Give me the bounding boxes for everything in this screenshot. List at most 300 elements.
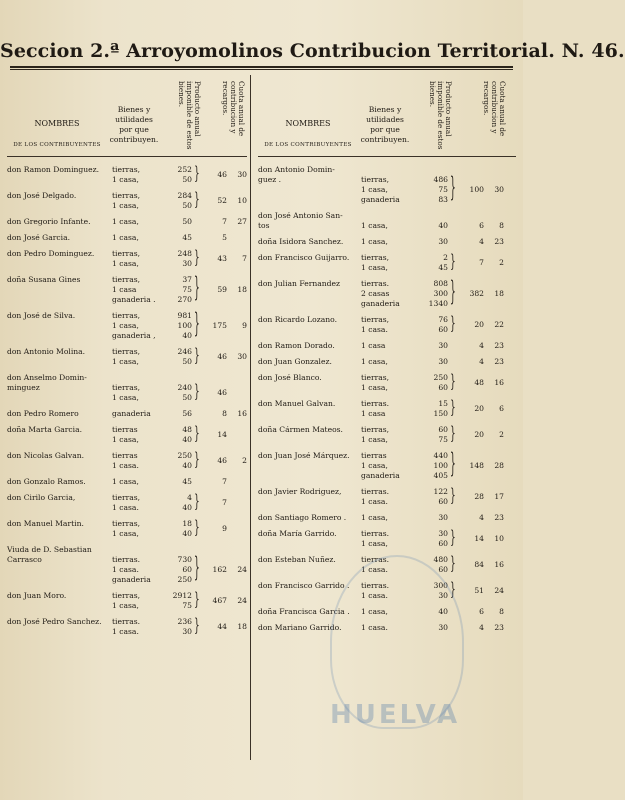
property-type: tierras.: [361, 555, 390, 564]
annual-quota: [203, 430, 247, 439]
taxpayer-name: don Julian Fernandez: [258, 279, 341, 288]
quota-pesos: 4: [479, 237, 484, 246]
quota-pesos: 44: [217, 622, 227, 631]
header-producto: Producto anual imponible de estos bienes.: [428, 81, 453, 150]
title-rule-thin: [10, 69, 513, 70]
taxpayer-entry: [258, 237, 516, 247]
header-rule: [258, 156, 516, 157]
annual-product: 250: [177, 451, 192, 460]
taxpayer-entry: [7, 591, 247, 611]
property-type: ganaderia .: [112, 295, 156, 304]
taxpayer-name: don Francisco Guijarro.: [258, 253, 350, 262]
annual-quota: [203, 565, 247, 574]
property-type: tierras.: [361, 529, 390, 538]
annual-quota: [203, 233, 247, 242]
annual-product: 50: [182, 357, 192, 366]
taxpayer-name: doña María Garrido.: [258, 529, 337, 538]
quota-pesos: 28: [474, 492, 484, 501]
property-type: tierras,: [361, 315, 390, 324]
annual-quota: [203, 285, 247, 294]
property-type: tierras: [112, 425, 138, 434]
property-type: tierras.: [361, 581, 390, 590]
taxpayer-entry: [258, 357, 516, 367]
property-type: 1 casa.: [112, 565, 139, 574]
quota-pesos: 48: [474, 378, 484, 387]
left-entries: [7, 165, 247, 637]
property-type: tierras: [112, 451, 138, 460]
property-type: 1 casa.: [361, 497, 388, 506]
property-type: 1 casa.: [112, 503, 139, 512]
quota-pesos: 14: [217, 430, 227, 439]
annual-product: 45: [182, 477, 192, 486]
annual-product: 18: [182, 519, 192, 528]
taxpayer-name: don Antonio Molina.: [7, 347, 86, 356]
title-rule: [10, 66, 513, 68]
annual-quota: [203, 409, 247, 418]
annual-quota: [460, 341, 516, 350]
taxpayer-entry: [7, 493, 247, 513]
quota-cents: 10: [494, 534, 504, 543]
quota-cents: 2: [242, 456, 247, 465]
property-type: 1 casa,: [361, 383, 388, 392]
annual-product: 50: [182, 201, 192, 210]
taxpayer-name: don Manuel Martin.: [7, 519, 84, 528]
annual-product: 15: [438, 399, 448, 408]
taxpayer-entry: [7, 249, 247, 269]
taxpayer-name: doña Francisca Garcia .: [258, 607, 350, 616]
brace-icon: }: [450, 279, 456, 309]
annual-product: 40: [182, 503, 192, 512]
property-type: tierras,: [112, 591, 141, 600]
annual-quota: [460, 185, 516, 194]
entry-row: [258, 165, 516, 175]
quota-pesos: 46: [217, 170, 227, 179]
brace-icon: }: [194, 383, 200, 403]
taxpayer-name: don José Blanco.: [258, 373, 322, 382]
annual-product: 1340: [428, 299, 448, 308]
property-type: tierras,: [112, 311, 141, 320]
property-type: 1 casa,: [361, 237, 388, 246]
quota-cents: 30: [237, 170, 247, 179]
brace-icon: }: [194, 249, 200, 269]
taxpayer-entry: [7, 275, 247, 305]
taxpayer-name: don Pedro Romero: [7, 409, 79, 418]
annual-product: 246: [177, 347, 192, 356]
annual-quota: [460, 623, 516, 632]
taxpayer-entry: [258, 425, 516, 445]
quota-pesos: 8: [222, 409, 227, 418]
entry-row: [7, 275, 247, 285]
left-column: [7, 75, 247, 637]
quota-pesos: 46: [217, 456, 227, 465]
annual-quota: [460, 461, 516, 470]
taxpayer-entry: [7, 545, 247, 585]
taxpayer-entry: [7, 217, 247, 227]
annual-product: 808: [433, 279, 448, 288]
annual-product: 40: [182, 435, 192, 444]
left-header: [7, 75, 247, 157]
header-bienes: Bienes y utilidades por que contribuyen.: [109, 105, 159, 144]
taxpayer-name: don Mariano Garrido.: [258, 623, 342, 632]
quota-cents: 24: [237, 596, 247, 605]
quota-pesos: 43: [217, 254, 227, 263]
annual-product: 60: [438, 497, 448, 506]
annual-quota: [203, 388, 247, 397]
property-type: 1 casa,: [361, 461, 388, 470]
taxpayer-entry: [258, 399, 516, 419]
header-names-sub: DE LOS CONTRIBUYENTES: [13, 142, 101, 148]
annual-product: 60: [182, 565, 192, 574]
brace-icon: }: [450, 315, 456, 335]
taxpayer-entry: [258, 341, 516, 351]
quota-cents: 28: [494, 461, 504, 470]
annual-product: 75: [182, 601, 192, 610]
quota-cents: 16: [237, 409, 247, 418]
annual-product: 50: [182, 217, 192, 226]
header-cuota: Cuota anual de contribucion y recargos.: [221, 81, 246, 137]
annual-quota: [460, 430, 516, 439]
taxpayer-entry: [7, 233, 247, 243]
property-type: ganaderia: [361, 471, 400, 480]
property-type: tierras,: [112, 493, 141, 502]
quota-pesos: 4: [479, 513, 484, 522]
quota-pesos: 175: [212, 321, 227, 330]
property-type: 1 casa: [361, 341, 386, 350]
annual-quota: [460, 586, 516, 595]
annual-product: 75: [438, 185, 448, 194]
brace-icon: }: [450, 253, 456, 273]
annual-product: 75: [182, 285, 192, 294]
property-type: 1 casa,: [361, 435, 388, 444]
annual-quota: [460, 560, 516, 569]
quota-pesos: 100: [469, 185, 484, 194]
taxpayer-entry: [7, 191, 247, 211]
taxpayer-entry: [258, 451, 516, 481]
property-type: 1 casa,: [112, 175, 139, 184]
taxpayer-entry: [7, 347, 247, 367]
annual-quota: [460, 221, 516, 230]
annual-product: 40: [182, 461, 192, 470]
brace-icon: }: [194, 591, 200, 611]
brace-icon: }: [194, 275, 200, 305]
quota-cents: 24: [237, 565, 247, 574]
quota-cents: 7: [242, 254, 247, 263]
quota-pesos: 7: [479, 258, 484, 267]
property-type: tierras,: [112, 249, 141, 258]
annual-product: 50: [182, 175, 192, 184]
taxpayer-name: don Nicolas Galvan.: [7, 451, 85, 460]
column-divider: [250, 75, 251, 760]
entry-row: [258, 471, 516, 481]
annual-product: 30: [438, 357, 448, 366]
entry-row: [258, 195, 516, 205]
quota-pesos: 14: [474, 534, 484, 543]
property-type: 1 casa,: [112, 529, 139, 538]
annual-product: 76: [438, 315, 448, 324]
annual-product: 50: [182, 393, 192, 402]
brace-icon: }: [450, 487, 456, 507]
taxpayer-entry: [258, 279, 516, 309]
property-type: 1 casa.: [112, 627, 139, 636]
quota-cents: 24: [494, 586, 504, 595]
annual-product: 30: [438, 237, 448, 246]
entry-row: [258, 211, 516, 221]
quota-cents: 18: [237, 285, 247, 294]
taxpayer-name: doña Marta Garcia.: [7, 425, 83, 434]
annual-product: 30: [438, 513, 448, 522]
taxpayer-entry: [258, 315, 516, 335]
quota-cents: 23: [494, 513, 504, 522]
annual-product: 250: [433, 373, 448, 382]
property-type: 1 casa,: [112, 201, 139, 210]
annual-product: 122: [433, 487, 448, 496]
property-type: 1 casa,: [361, 539, 388, 548]
annual-product: 30: [438, 591, 448, 600]
quota-pesos: 4: [479, 341, 484, 350]
quota-pesos: 20: [474, 320, 484, 329]
annual-quota: [203, 321, 247, 330]
entry-row: [258, 451, 516, 461]
taxpayer-name: don Francisco Garrido .: [258, 581, 350, 590]
quota-pesos: 382: [469, 289, 484, 298]
brace-icon: }: [194, 493, 200, 513]
quota-cents: 23: [494, 341, 504, 350]
property-type: 1 casa,: [112, 217, 139, 226]
header-rule: [7, 156, 247, 157]
property-type: 1 casa.: [361, 565, 388, 574]
property-type: 1 casa.: [361, 623, 388, 632]
property-type: ganaderia: [112, 575, 151, 584]
taxpayer-name: minguez: [7, 383, 40, 392]
annual-quota: [203, 217, 247, 226]
header-names-sub: DE LOS CONTRIBUYENTES: [264, 142, 352, 148]
quota-cents: 27: [237, 217, 247, 226]
taxpayer-name: don Juan Moro.: [7, 591, 67, 600]
brace-icon: }: [194, 451, 200, 471]
taxpayer-name: doña Cármen Mateos.: [258, 425, 343, 434]
brace-icon: }: [194, 555, 200, 585]
annual-product: 270: [177, 295, 192, 304]
taxpayer-entry: [258, 513, 516, 523]
right-header: [258, 75, 516, 157]
taxpayer-entry: [258, 253, 516, 273]
taxpayer-entry: [258, 211, 516, 231]
annual-product: 60: [438, 383, 448, 392]
taxpayer-entry: [7, 425, 247, 445]
right-column: [258, 75, 516, 633]
quota-pesos: 162: [212, 565, 227, 574]
taxpayer-entry: [7, 617, 247, 637]
brace-icon: }: [194, 191, 200, 211]
annual-quota: [460, 357, 516, 366]
property-type: tierras,: [112, 275, 141, 284]
property-type: tierras.: [112, 555, 141, 564]
taxpayer-entry: [7, 165, 247, 185]
taxpayer-entry: [258, 165, 516, 205]
quota-cents: 2: [499, 258, 504, 267]
annual-quota: [203, 254, 247, 263]
property-type: tierras,: [112, 191, 141, 200]
property-type: 1 casa,: [112, 477, 139, 486]
annual-product: 40: [438, 607, 448, 616]
annual-quota: [460, 258, 516, 267]
quota-pesos: 4: [479, 357, 484, 366]
brace-icon: }: [450, 373, 456, 393]
taxpayer-name: guez .: [258, 175, 282, 184]
quota-cents: 17: [494, 492, 504, 501]
taxpayer-name: don José Pedro Sanchez.: [7, 617, 102, 626]
quota-pesos: 7: [222, 477, 227, 486]
property-type: ganaderia ,: [112, 331, 156, 340]
taxpayer-name: don José Garcia.: [7, 233, 71, 242]
brace-icon: }: [194, 165, 200, 185]
annual-product: 75: [438, 435, 448, 444]
property-type: ganaderia: [112, 409, 151, 418]
entry-row: [258, 175, 516, 185]
entry-row: [7, 331, 247, 341]
brace-icon: }: [450, 581, 456, 601]
taxpayer-name: don Gonzalo Ramos.: [7, 477, 86, 486]
property-type: 1 casa,: [361, 221, 388, 230]
taxpayer-name: tos: [258, 221, 270, 230]
taxpayer-name: don Ramon Dorado.: [258, 341, 335, 350]
taxpayer-entry: [7, 373, 247, 403]
annual-product: 240: [177, 383, 192, 392]
taxpayer-name: don Ricardo Lozano.: [258, 315, 338, 324]
property-type: 1 casa,: [112, 601, 139, 610]
annual-quota: [203, 352, 247, 361]
property-type: tierras,: [112, 383, 141, 392]
taxpayer-entry: [258, 373, 516, 393]
taxpayer-name: don Juan José Márquez.: [258, 451, 350, 460]
taxpayer-name: doña Susana Gines: [7, 275, 81, 284]
annual-product: 30: [182, 259, 192, 268]
brace-icon: }: [450, 425, 456, 445]
property-type: 1 casa: [361, 409, 386, 418]
entry-row: [258, 279, 516, 289]
brace-icon: }: [450, 529, 456, 549]
property-type: tierras,: [112, 165, 141, 174]
header-cuota: Cuota anual de contribucion y recargos.: [482, 81, 507, 137]
brace-icon: }: [450, 175, 456, 205]
entry-row: [7, 555, 247, 565]
property-type: tierras,: [361, 175, 390, 184]
annual-product: 252: [177, 165, 192, 174]
taxpayer-name: Carrasco: [7, 555, 42, 564]
quota-pesos: 59: [217, 285, 227, 294]
annual-product: 30: [438, 341, 448, 350]
property-type: 1 casa,: [112, 435, 139, 444]
annual-product: 405: [433, 471, 448, 480]
annual-quota: [203, 596, 247, 605]
annual-product: 486: [433, 175, 448, 184]
annual-product: 100: [177, 321, 192, 330]
entry-row: [258, 299, 516, 309]
taxpayer-name: don Manuel Galvan.: [258, 399, 336, 408]
taxpayer-name: doña Isidora Sanchez.: [258, 237, 344, 246]
annual-product: 48: [182, 425, 192, 434]
annual-product: 2: [443, 253, 448, 262]
property-type: tierras,: [361, 373, 390, 382]
quota-pesos: 84: [474, 560, 484, 569]
property-type: tierras,: [361, 253, 390, 262]
annual-product: 30: [438, 623, 448, 632]
annual-quota: [203, 498, 247, 507]
property-type: 1 casa,: [112, 233, 139, 242]
taxpayer-name: don Anselmo Domin-: [7, 373, 87, 382]
quota-cents: 8: [499, 221, 504, 230]
annual-quota: [460, 492, 516, 501]
annual-product: 284: [177, 191, 192, 200]
entry-row: [7, 311, 247, 321]
stamp-text: HUELVA: [330, 700, 461, 730]
annual-product: 480: [433, 555, 448, 564]
annual-quota: [203, 170, 247, 179]
property-type: tierras.: [112, 617, 141, 626]
quota-pesos: 51: [474, 586, 484, 595]
annual-product: 248: [177, 249, 192, 258]
property-type: 2 casas: [361, 289, 390, 298]
taxpayer-entry: [7, 409, 247, 419]
quota-pesos: 5: [222, 233, 227, 242]
quota-pesos: 6: [479, 221, 484, 230]
annual-product: 981: [177, 311, 192, 320]
quota-cents: 18: [237, 622, 247, 631]
annual-product: 37: [182, 275, 192, 284]
quota-cents: 16: [494, 560, 504, 569]
brace-icon: }: [194, 425, 200, 445]
annual-quota: [203, 622, 247, 631]
annual-quota: [203, 196, 247, 205]
header-names-label: NOMBRES: [285, 119, 331, 128]
taxpayer-name: don Santiago Romero .: [258, 513, 347, 522]
property-type: tierras.: [361, 279, 390, 288]
property-type: ganaderia: [361, 299, 400, 308]
quota-pesos: 52: [217, 196, 227, 205]
property-type: ganaderia: [361, 195, 400, 204]
annual-quota: [460, 404, 516, 413]
property-type: 1 casa,: [112, 259, 139, 268]
property-type: 1 casa.: [361, 591, 388, 600]
taxpayer-entry: [258, 487, 516, 507]
taxpayer-entry: [7, 519, 247, 539]
property-type: 1 casa,: [361, 357, 388, 366]
quota-cents: 16: [494, 378, 504, 387]
header-names: [258, 119, 358, 148]
quota-cents: 8: [499, 607, 504, 616]
quota-pesos: 9: [222, 524, 227, 533]
annual-product: 100: [433, 461, 448, 470]
taxpayer-name: don José Antonio San-: [258, 211, 343, 220]
annual-quota: [460, 320, 516, 329]
annual-product: 300: [433, 289, 448, 298]
taxpayer-entry: [7, 451, 247, 471]
quota-cents: 2: [499, 430, 504, 439]
annual-product: 60: [438, 425, 448, 434]
annual-quota: [460, 513, 516, 522]
annual-product: 30: [438, 529, 448, 538]
property-type: 1 casa,: [112, 321, 139, 330]
taxpayer-name: don Ramon Dominguez.: [7, 165, 100, 174]
annual-quota: [460, 237, 516, 246]
annual-product: 45: [438, 263, 448, 272]
quota-pesos: 6: [479, 607, 484, 616]
taxpayer-name: don Gregorio Infante.: [7, 217, 91, 226]
annual-product: 4: [187, 493, 192, 502]
header-producto: Producto anual imponible de estos bienes.: [177, 81, 202, 150]
taxpayer-name: don José de Silva.: [7, 311, 76, 320]
property-type: 1 casa,: [361, 263, 388, 272]
